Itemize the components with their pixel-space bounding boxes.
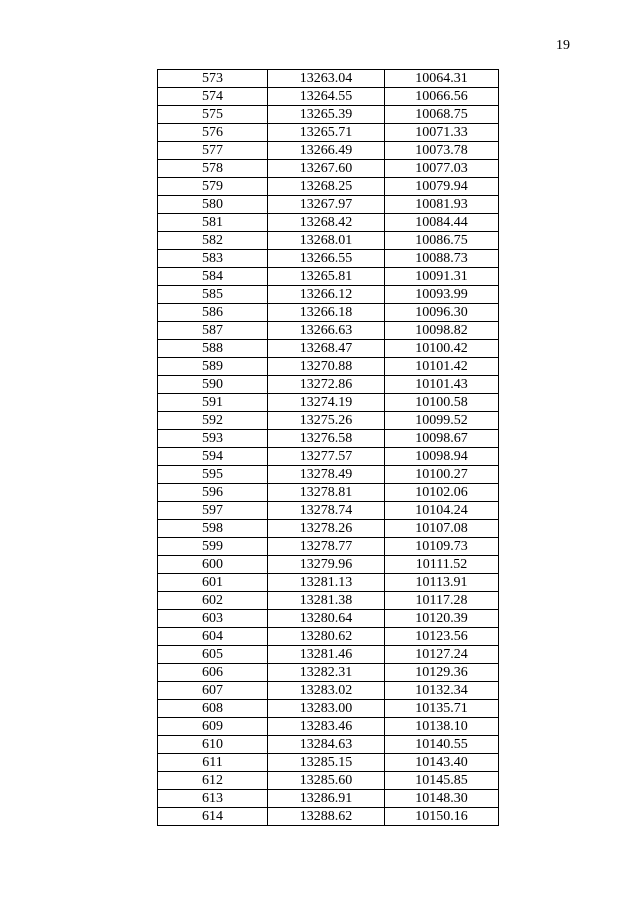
y-coordinate-cell: 10120.39: [385, 610, 499, 628]
x-coordinate-cell: 13266.63: [268, 322, 385, 340]
table-row: [158, 394, 499, 412]
x-coordinate-cell: 13277.57: [268, 448, 385, 466]
y-coordinate-cell: 10098.67: [385, 430, 499, 448]
y-coordinate-cell: 10143.40: [385, 754, 499, 772]
y-coordinate-cell: 10109.73: [385, 538, 499, 556]
point-number-cell: 574: [158, 88, 268, 106]
x-coordinate-cell: 13265.39: [268, 106, 385, 124]
table-row: [158, 358, 499, 376]
table-row: [158, 538, 499, 556]
x-coordinate-cell: 13278.26: [268, 520, 385, 538]
point-number-cell: 595: [158, 466, 268, 484]
x-coordinate-cell: 13284.63: [268, 736, 385, 754]
point-number-cell: 597: [158, 502, 268, 520]
point-number-cell: 606: [158, 664, 268, 682]
point-number-cell: 577: [158, 142, 268, 160]
point-number-cell: 580: [158, 196, 268, 214]
y-coordinate-cell: 10100.42: [385, 340, 499, 358]
table-row: [158, 412, 499, 430]
table-row: [158, 178, 499, 196]
y-coordinate-cell: 10101.42: [385, 358, 499, 376]
table-row: [158, 700, 499, 718]
x-coordinate-cell: 13281.38: [268, 592, 385, 610]
x-coordinate-cell: 13281.13: [268, 574, 385, 592]
table-row: [158, 682, 499, 700]
table-row: [158, 664, 499, 682]
y-coordinate-cell: 10129.36: [385, 664, 499, 682]
x-coordinate-cell: 13281.46: [268, 646, 385, 664]
table-row: [158, 736, 499, 754]
table-row: [158, 754, 499, 772]
point-number-cell: 607: [158, 682, 268, 700]
point-number-cell: 585: [158, 286, 268, 304]
point-number-cell: 598: [158, 520, 268, 538]
x-coordinate-cell: 13278.81: [268, 484, 385, 502]
y-coordinate-cell: 10084.44: [385, 214, 499, 232]
point-number-cell: 614: [158, 808, 268, 826]
table-row: [158, 628, 499, 646]
table-row: [158, 142, 499, 160]
y-coordinate-cell: 10148.30: [385, 790, 499, 808]
coordinates-table: [157, 69, 499, 826]
point-number-cell: 576: [158, 124, 268, 142]
x-coordinate-cell: 13278.77: [268, 538, 385, 556]
point-number-cell: 605: [158, 646, 268, 664]
table-row: [158, 250, 499, 268]
point-number-cell: 591: [158, 394, 268, 412]
y-coordinate-cell: 10064.31: [385, 70, 499, 88]
table-row: [158, 106, 499, 124]
x-coordinate-cell: 13288.62: [268, 808, 385, 826]
point-number-cell: 584: [158, 268, 268, 286]
x-coordinate-cell: 13268.25: [268, 178, 385, 196]
point-number-cell: 601: [158, 574, 268, 592]
y-coordinate-cell: 10107.08: [385, 520, 499, 538]
table-row: [158, 592, 499, 610]
y-coordinate-cell: 10132.34: [385, 682, 499, 700]
point-number-cell: 589: [158, 358, 268, 376]
table-row: [158, 376, 499, 394]
table-row: [158, 574, 499, 592]
point-number-cell: 608: [158, 700, 268, 718]
point-number-cell: 587: [158, 322, 268, 340]
table-row: [158, 646, 499, 664]
table-row: [158, 196, 499, 214]
y-coordinate-cell: 10100.27: [385, 466, 499, 484]
table-row: [158, 466, 499, 484]
y-coordinate-cell: 10101.43: [385, 376, 499, 394]
y-coordinate-cell: 10091.31: [385, 268, 499, 286]
x-coordinate-cell: 13283.00: [268, 700, 385, 718]
point-number-cell: 586: [158, 304, 268, 322]
x-coordinate-cell: 13282.31: [268, 664, 385, 682]
y-coordinate-cell: 10071.33: [385, 124, 499, 142]
point-number-cell: 578: [158, 160, 268, 178]
point-number-cell: 579: [158, 178, 268, 196]
point-number-cell: 593: [158, 430, 268, 448]
table-row: [158, 304, 499, 322]
x-coordinate-cell: 13272.86: [268, 376, 385, 394]
table-row: [158, 160, 499, 178]
table-row: [158, 790, 499, 808]
y-coordinate-cell: 10077.03: [385, 160, 499, 178]
y-coordinate-cell: 10123.56: [385, 628, 499, 646]
point-number-cell: 592: [158, 412, 268, 430]
x-coordinate-cell: 13266.49: [268, 142, 385, 160]
y-coordinate-cell: 10127.24: [385, 646, 499, 664]
y-coordinate-cell: 10098.82: [385, 322, 499, 340]
table-row: [158, 214, 499, 232]
table-row: [158, 286, 499, 304]
table-row: [158, 808, 499, 826]
point-number-cell: 611: [158, 754, 268, 772]
y-coordinate-cell: 10150.16: [385, 808, 499, 826]
point-number-cell: 590: [158, 376, 268, 394]
y-coordinate-cell: 10140.55: [385, 736, 499, 754]
point-number-cell: 594: [158, 448, 268, 466]
point-number-cell: 581: [158, 214, 268, 232]
point-number-cell: 612: [158, 772, 268, 790]
x-coordinate-cell: 13268.42: [268, 214, 385, 232]
table-row: [158, 772, 499, 790]
y-coordinate-cell: 10138.10: [385, 718, 499, 736]
y-coordinate-cell: 10135.71: [385, 700, 499, 718]
x-coordinate-cell: 13279.96: [268, 556, 385, 574]
x-coordinate-cell: 13285.15: [268, 754, 385, 772]
point-number-cell: 575: [158, 106, 268, 124]
point-number-cell: 599: [158, 538, 268, 556]
point-number-cell: 596: [158, 484, 268, 502]
y-coordinate-cell: 10066.56: [385, 88, 499, 106]
x-coordinate-cell: 13283.46: [268, 718, 385, 736]
y-coordinate-cell: 10098.94: [385, 448, 499, 466]
y-coordinate-cell: 10088.73: [385, 250, 499, 268]
y-coordinate-cell: 10111.52: [385, 556, 499, 574]
y-coordinate-cell: 10079.94: [385, 178, 499, 196]
point-number-cell: 573: [158, 70, 268, 88]
table-body: [158, 70, 499, 826]
x-coordinate-cell: 13266.18: [268, 304, 385, 322]
table-row: [158, 88, 499, 106]
x-coordinate-cell: 13285.60: [268, 772, 385, 790]
x-coordinate-cell: 13266.55: [268, 250, 385, 268]
x-coordinate-cell: 13283.02: [268, 682, 385, 700]
y-coordinate-cell: 10104.24: [385, 502, 499, 520]
x-coordinate-cell: 13276.58: [268, 430, 385, 448]
point-number-cell: 600: [158, 556, 268, 574]
y-coordinate-cell: 10099.52: [385, 412, 499, 430]
y-coordinate-cell: 10068.75: [385, 106, 499, 124]
point-number-cell: 604: [158, 628, 268, 646]
table-row: [158, 484, 499, 502]
x-coordinate-cell: 13265.71: [268, 124, 385, 142]
table-row: [158, 430, 499, 448]
point-number-cell: 582: [158, 232, 268, 250]
table-row: [158, 322, 499, 340]
x-coordinate-cell: 13265.81: [268, 268, 385, 286]
table-row: [158, 124, 499, 142]
x-coordinate-cell: 13280.62: [268, 628, 385, 646]
table-row: [158, 718, 499, 736]
point-number-cell: 602: [158, 592, 268, 610]
x-coordinate-cell: 13275.26: [268, 412, 385, 430]
point-number-cell: 613: [158, 790, 268, 808]
y-coordinate-cell: 10096.30: [385, 304, 499, 322]
table-row: [158, 70, 499, 88]
table-row: [158, 448, 499, 466]
x-coordinate-cell: 13266.12: [268, 286, 385, 304]
point-number-cell: 583: [158, 250, 268, 268]
point-number-cell: 610: [158, 736, 268, 754]
x-coordinate-cell: 13286.91: [268, 790, 385, 808]
table-row: [158, 610, 499, 628]
x-coordinate-cell: 13278.74: [268, 502, 385, 520]
y-coordinate-cell: 10081.93: [385, 196, 499, 214]
x-coordinate-cell: 13280.64: [268, 610, 385, 628]
x-coordinate-cell: 13264.55: [268, 88, 385, 106]
y-coordinate-cell: 10145.85: [385, 772, 499, 790]
page-number: 19: [556, 38, 570, 53]
y-coordinate-cell: 10086.75: [385, 232, 499, 250]
point-number-cell: 588: [158, 340, 268, 358]
y-coordinate-cell: 10073.78: [385, 142, 499, 160]
table-row: [158, 502, 499, 520]
y-coordinate-cell: 10117.28: [385, 592, 499, 610]
y-coordinate-cell: 10100.58: [385, 394, 499, 412]
x-coordinate-cell: 13267.60: [268, 160, 385, 178]
table-row: [158, 340, 499, 358]
table-row: [158, 556, 499, 574]
table-row: [158, 520, 499, 538]
x-coordinate-cell: 13263.04: [268, 70, 385, 88]
x-coordinate-cell: 13267.97: [268, 196, 385, 214]
y-coordinate-cell: 10102.06: [385, 484, 499, 502]
x-coordinate-cell: 13274.19: [268, 394, 385, 412]
x-coordinate-cell: 13268.47: [268, 340, 385, 358]
x-coordinate-cell: 13268.01: [268, 232, 385, 250]
x-coordinate-cell: 13278.49: [268, 466, 385, 484]
point-number-cell: 603: [158, 610, 268, 628]
point-number-cell: 609: [158, 718, 268, 736]
table-row: [158, 232, 499, 250]
table-row: [158, 268, 499, 286]
y-coordinate-cell: 10113.91: [385, 574, 499, 592]
x-coordinate-cell: 13270.88: [268, 358, 385, 376]
y-coordinate-cell: 10093.99: [385, 286, 499, 304]
